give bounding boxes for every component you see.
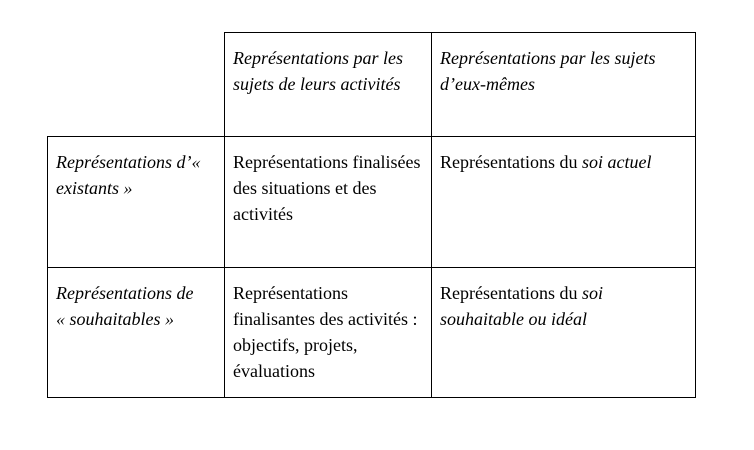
header-themselves-text: Représentations par les sujets d’eux-mêmes — [440, 48, 656, 94]
header-activities-text: Représentations par les sujets de leurs activités — [233, 48, 403, 94]
table-row-existants — [48, 137, 696, 268]
header-cell-activities — [225, 33, 432, 137]
row-header-souhaitables — [48, 268, 225, 398]
table-corner-cell — [48, 33, 225, 137]
cell-existants-activities — [225, 137, 432, 268]
row-label-existants: Représentations d’« existants » — [56, 152, 201, 198]
cell-souhaitables-themselves — [432, 268, 696, 398]
cell-existants-themselves — [432, 137, 696, 268]
cell-text-emphasis: soi souhaitable ou idéal — [440, 283, 603, 329]
cell-text-emphasis: soi actuel — [581, 152, 652, 172]
row-label-souhaitables-line1: Représentations de — [56, 283, 194, 303]
row-label-souhaitables-line2: « souhaitables » — [56, 309, 175, 329]
table-header-row — [48, 33, 696, 137]
cell-text-prefix: Représentations du — [440, 152, 582, 172]
representations-table — [47, 32, 696, 398]
row-header-existants — [48, 137, 225, 268]
cell-text-prefix: Représentations du — [440, 283, 582, 303]
cell-souhaitables-activities — [225, 268, 432, 398]
table-row-souhaitables — [48, 268, 696, 398]
cell-text: Représentations finalisées des situations et des activités — [233, 152, 421, 224]
header-cell-themselves — [432, 33, 696, 137]
cell-text: Représentations finalisantes des activités : objectifs, projets, évaluations — [233, 283, 418, 381]
